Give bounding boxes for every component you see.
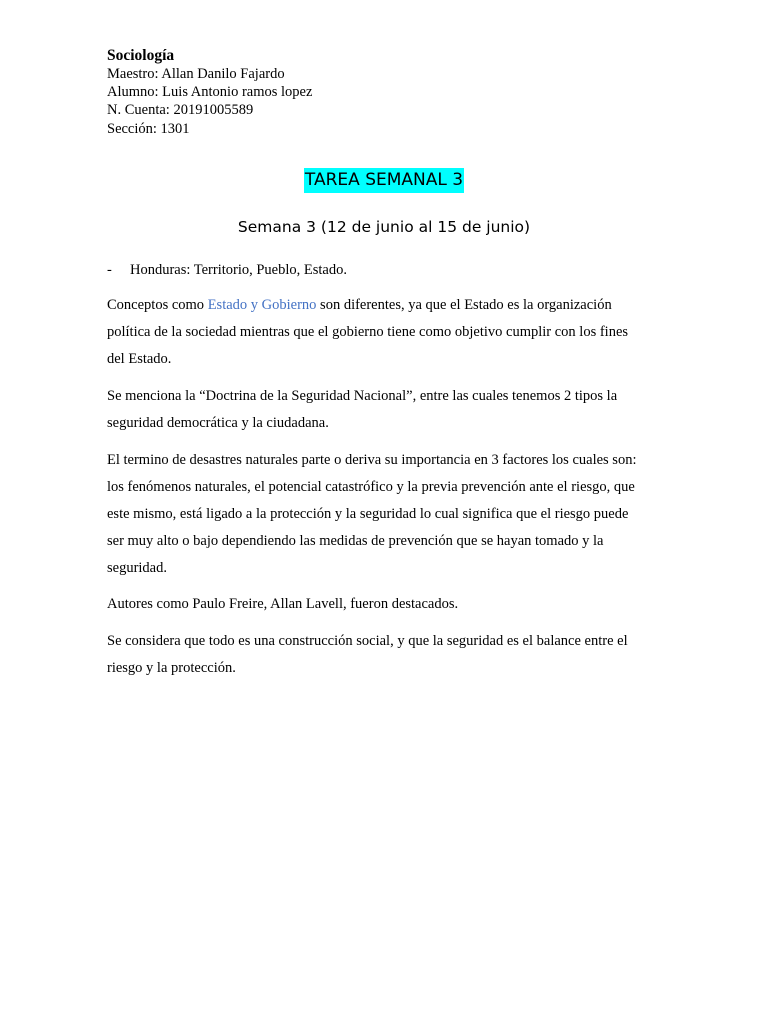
paragraph-line: seguridad democrática y la ciudadana. — [107, 415, 329, 431]
teacher-line: Maestro: Allan Danilo Fajardo — [107, 66, 285, 82]
student-line: Alumno: Luis Antonio ramos lopez — [107, 84, 313, 101]
paragraph-line: El termino de desastres naturales parte o deriva su importancia en 3 factores los cuales son: — [107, 452, 637, 468]
week-subtitle: Semana 3 (12 de junio al 15 de junio) — [237, 218, 531, 236]
paragraph-line: Se considera que todo es una construcción social, y que la seguridad es el balance entre el — [107, 633, 628, 649]
paragraph-line: riesgo y la protección. — [107, 660, 236, 676]
bullet-item — [107, 261, 347, 279]
paragraph-line: los fenómenos naturales, el potencial catastrófico y la previa prevención ante el riesgo, que — [107, 479, 635, 495]
subtitle-container — [0, 216, 768, 238]
section-line: Sección: 1301 — [107, 120, 190, 137]
paragraph-line: ser muy alto o bajo dependiendo las medidas de prevención que se hayan tomado y la — [107, 533, 604, 549]
paragraph-line: son diferentes, ya que el Estado es la organización — [320, 297, 612, 313]
paragraph-doctrine — [107, 383, 667, 437]
document-header — [107, 46, 312, 138]
paragraph-line: del Estado. — [107, 351, 172, 367]
paragraph-line: seguridad. — [107, 560, 167, 576]
account-line: N. Cuenta: 20191005589 — [107, 102, 254, 119]
paragraph-prefix: Conceptos como — [107, 297, 208, 313]
paragraph-line: política de la sociedad mientras que el gobierno tiene como objetivo cumplir con los fines — [107, 324, 629, 340]
paragraph-construction — [107, 628, 667, 682]
paragraph-disasters — [107, 447, 667, 582]
bullet-marker: - — [107, 262, 112, 278]
course-title: Sociología — [107, 47, 175, 64]
estado-gobierno-link[interactable]: Estado y Gobierno — [207, 297, 317, 313]
title-container — [0, 168, 768, 193]
paragraph-concepts — [107, 292, 667, 373]
paragraph-authors — [107, 591, 667, 618]
bullet-text: Honduras: Territorio, Pueblo, Estado. — [130, 262, 347, 278]
assignment-title: TAREA SEMANAL 3 — [304, 168, 464, 193]
paragraph-line: este mismo, está ligado a la protección y la seguridad lo cual significa que el riesgo puede — [107, 506, 629, 522]
paragraph-line: Se menciona la “Doctrina de la Seguridad Nacional”, entre las cuales tenemos 2 tipos la — [107, 388, 618, 404]
paragraph-line: Autores como Paulo Freire, Allan Lavell, fueron destacados. — [107, 596, 459, 612]
